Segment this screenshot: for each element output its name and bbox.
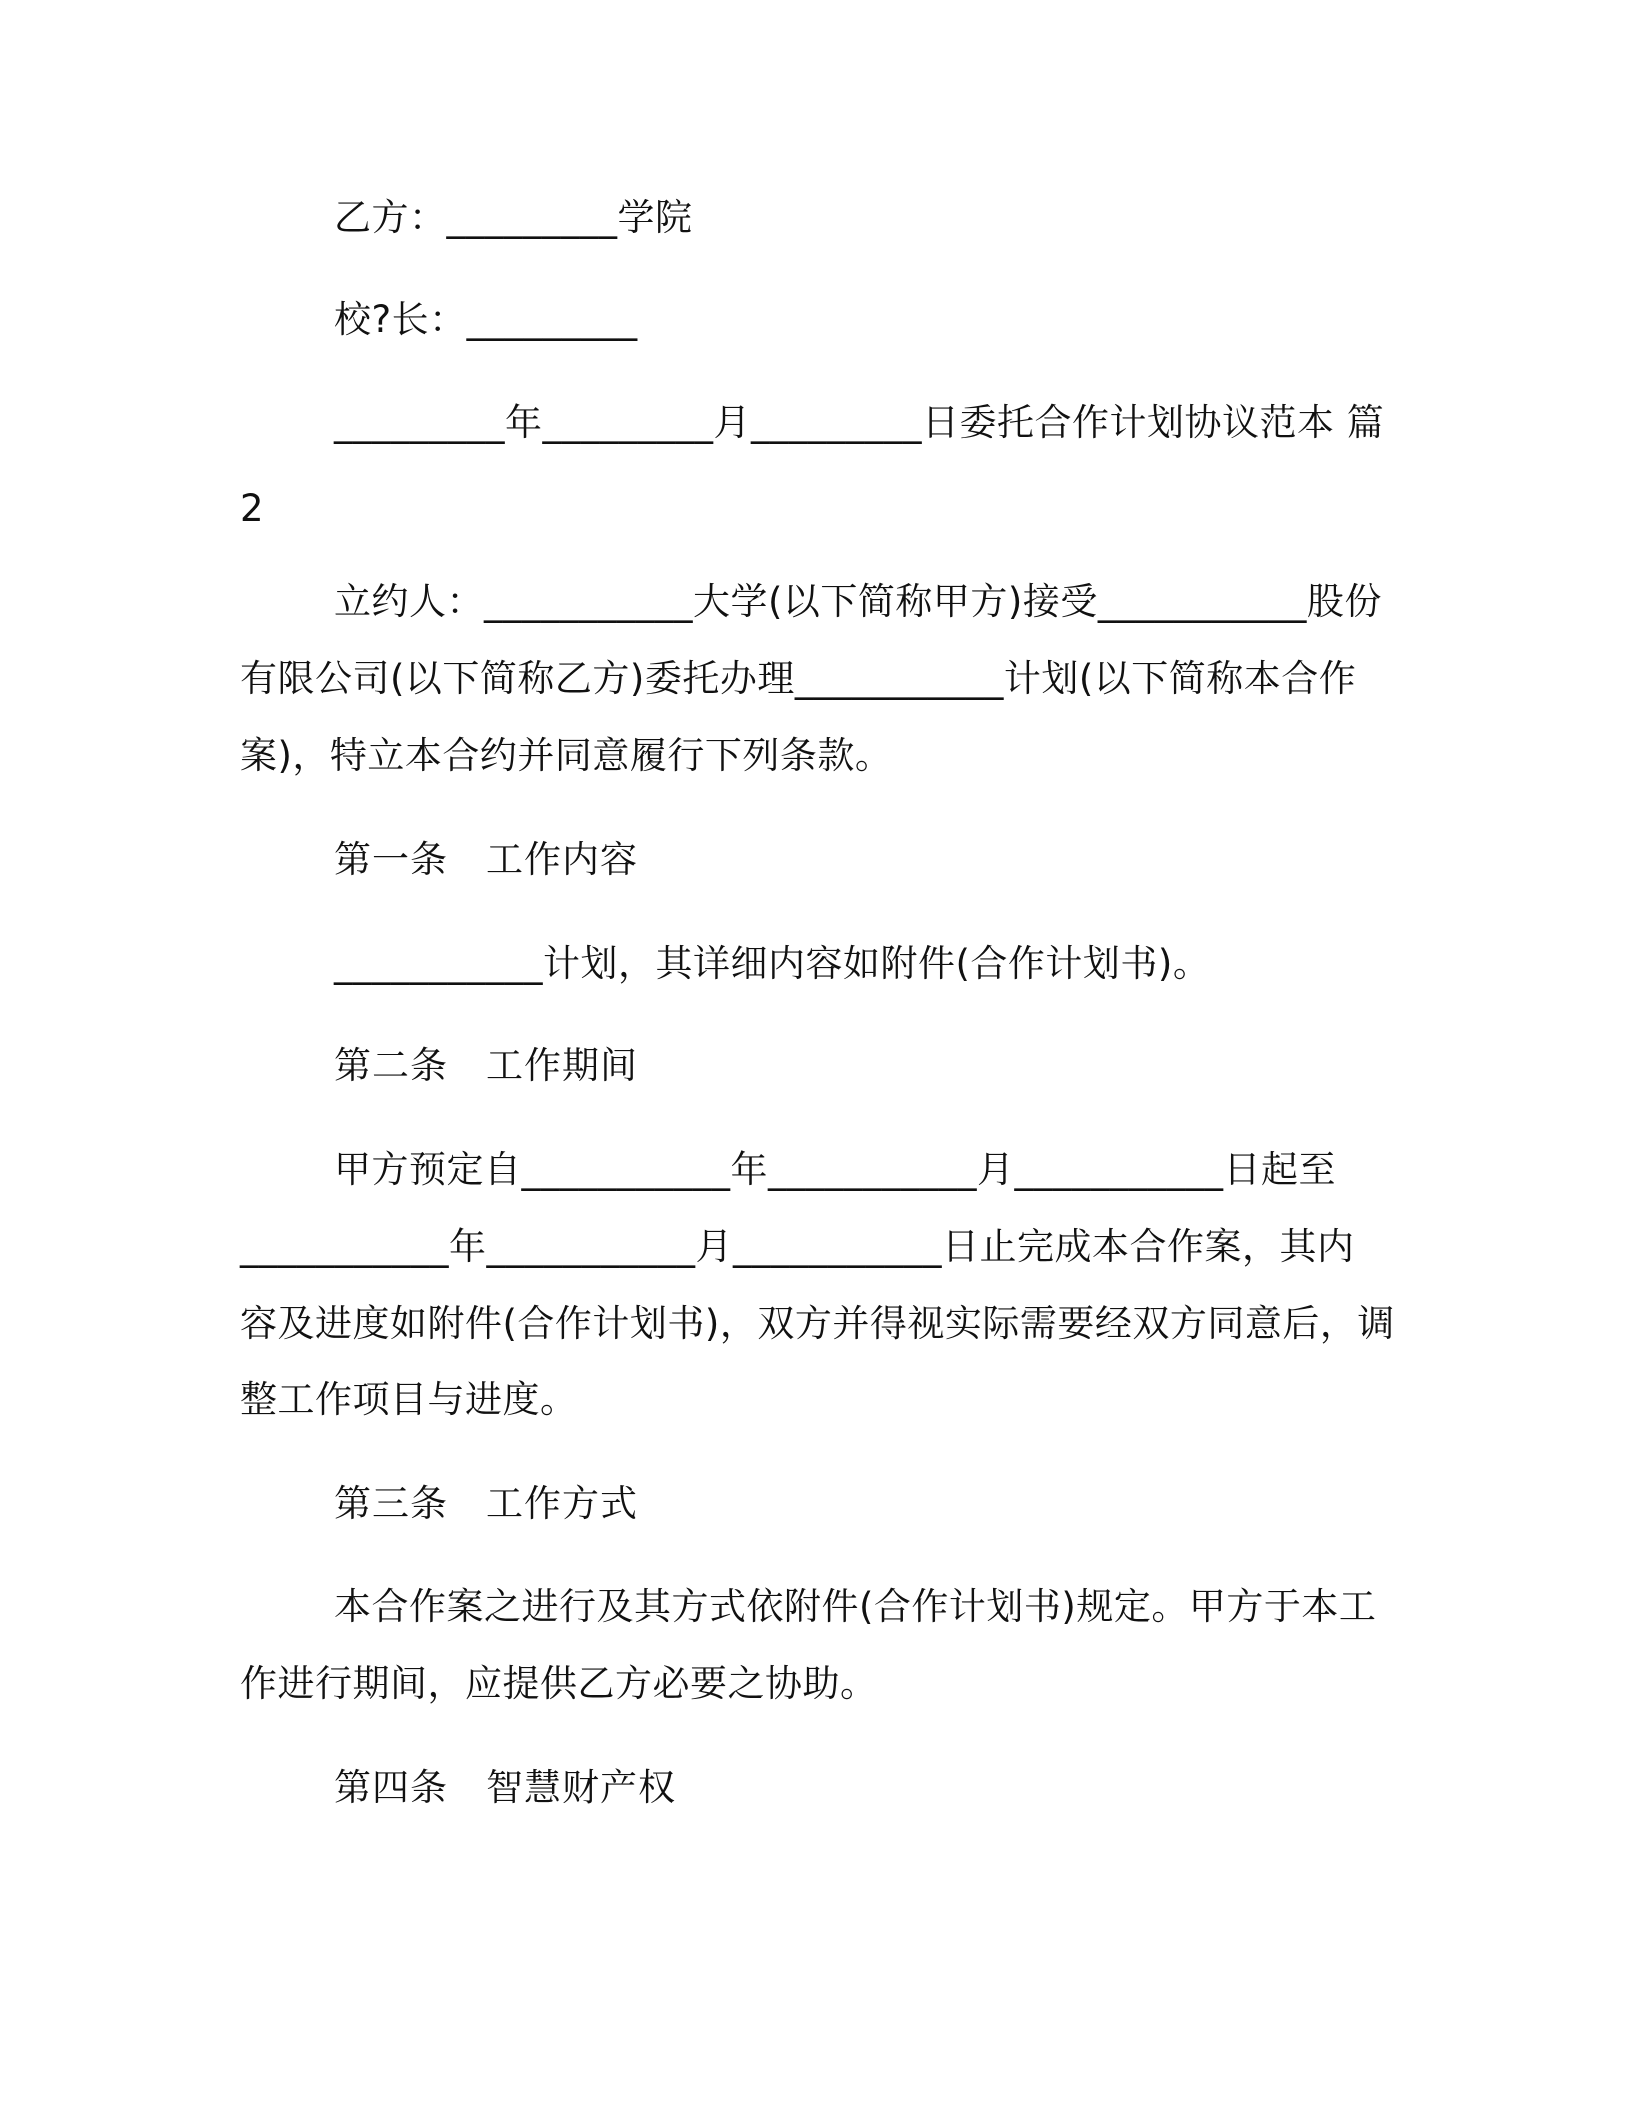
article-3-heading: 第三条 工作方式	[334, 1482, 638, 1525]
article-2-text-line-4: 整工作项目与进度。	[240, 1378, 578, 1421]
article-4-heading: 第四条 智慧财产权	[334, 1766, 676, 1809]
article-1-heading: 第一条 工作内容	[334, 838, 638, 881]
paragraph-intro-line-3: 案)，特立本合约并同意履行下列条款。	[240, 734, 893, 777]
party-b-line: 乙方：_________学院	[334, 196, 693, 239]
article-2-text-line-3: 容及进度如附件(合作计划书)，双方并得视实际需要经双方同意后，调	[240, 1302, 1395, 1345]
date-title-line: _________年_________月_________日委托合作计划协议范本 篇	[334, 401, 1385, 444]
paragraph-intro-line-1: 立约人：___________大学(以下简称甲方)接受___________股份	[334, 580, 1382, 623]
article-3-text-line-2: 作进行期间，应提供乙方必要之协助。	[240, 1662, 878, 1705]
article-3-text-line-1: 本合作案之进行及其方式依附件(合作计划书)规定。甲方于本工	[334, 1585, 1377, 1628]
article-2-text-line-1: 甲方预定自___________年___________月___________日起至	[334, 1148, 1336, 1191]
paragraph-intro-line-2: 有限公司(以下简称乙方)委托办理___________计划(以下简称本合作	[240, 657, 1357, 700]
article-2-heading: 第二条 工作期间	[334, 1044, 638, 1087]
article-1-text: ___________计划，其详细内容如附件(合作计划书)。	[334, 942, 1211, 985]
title-continuation: 2	[240, 487, 265, 530]
principal-line: 校?长：_________	[334, 298, 638, 341]
article-2-text-line-2: ___________年___________月___________日止完成本合作案，其内	[240, 1225, 1355, 1268]
